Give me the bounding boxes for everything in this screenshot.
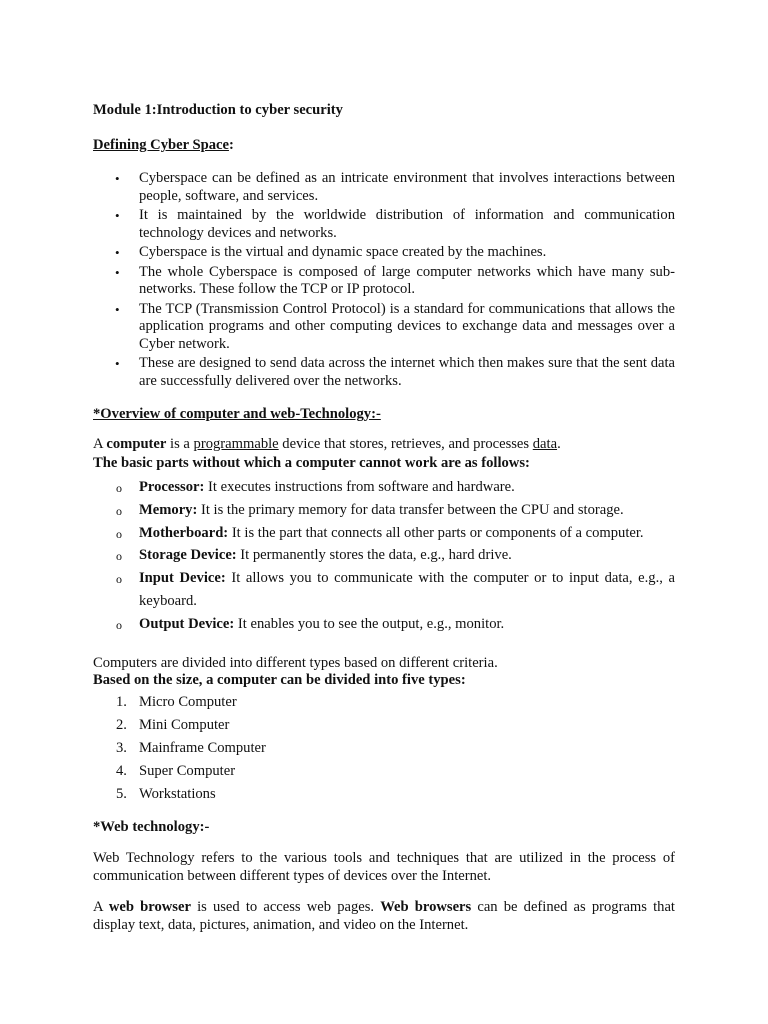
type-label: Super Computer	[139, 763, 236, 779]
list-item	[93, 714, 675, 737]
list-item	[93, 567, 675, 613]
web-browser-paragraph	[93, 898, 675, 934]
list-item: • Cyberspace is the virtual and dynamic space created by the machines.	[93, 244, 675, 262]
type-label: Mini Computer	[139, 717, 230, 733]
list-item	[93, 760, 675, 783]
list-item	[93, 737, 675, 760]
type-label: Micro Computer	[139, 694, 237, 710]
cyber-space-bullet-list	[93, 170, 675, 392]
intro-text: A	[93, 436, 107, 452]
section-heading-web-technology: *Web technology:-	[93, 819, 210, 835]
part-term: Output Device:	[139, 615, 235, 632]
web-technology-paragraph: Web Technology refers to the various tools and techniques that are utilized in the process of communication between different types of devices over the Internet.	[93, 850, 675, 884]
part-term: Motherboard:	[139, 524, 229, 541]
list-item	[93, 783, 675, 806]
part-term: Memory:	[139, 501, 198, 518]
data-link[interactable]: data	[532, 436, 558, 452]
programmable-link[interactable]: programmable	[193, 436, 279, 452]
computer-parts-list	[93, 476, 675, 636]
list-item: • The whole Cyberspace is composed of large computer networks which have many sub-networks. These follow the TCP or IP protocol.	[93, 264, 675, 299]
type-label: Workstations	[139, 786, 216, 802]
computer-intro-paragraph	[93, 435, 675, 453]
web-browsers-term: Web browsers	[380, 899, 472, 915]
section-heading-cyber-space	[93, 136, 675, 154]
list-item	[93, 613, 675, 636]
paragraph-text: is used to access web pages.	[190, 899, 381, 915]
part-term: Processor:	[139, 479, 205, 495]
section-heading-overview: *Overview of computer and web-Technology:-	[93, 406, 381, 422]
part-description: It is the part that connects all other parts or components of a computer.	[228, 524, 644, 541]
type-label: Mainframe Computer	[139, 740, 266, 756]
part-description: It is the primary memory for data transfer between the CPU and storage.	[197, 501, 624, 518]
part-description: It enables you to see the output, e.g., monitor.	[234, 615, 505, 632]
paragraph-text: can be defined as programs that display text, data, pictures, animation, and video on the Internet.	[93, 899, 675, 933]
part-term: Storage Device:	[139, 547, 237, 564]
list-item: • These are designed to send data across the internet which then makes sure that the sent data are successfully delivered over the networks.	[93, 355, 675, 390]
list-item	[93, 476, 675, 499]
web-browser-term: web browser	[108, 899, 191, 915]
cyber-space-heading-text: Defining Cyber Space	[93, 137, 229, 153]
computer-types-list	[93, 691, 675, 806]
list-number: 5.	[116, 786, 127, 802]
list-number: 1.	[116, 694, 127, 710]
intro-text: .	[557, 436, 561, 452]
list-item: • Cyberspace can be defined as an intricate environment that involves interactions between people, software, and services.	[93, 170, 675, 205]
intro-text: is a	[166, 436, 194, 452]
basic-parts-heading: The basic parts without which a computer cannot work are as follows:	[93, 455, 530, 471]
intro-text: device that stores, retrieves, and processes	[278, 436, 533, 452]
paragraph-text: A	[93, 899, 109, 915]
list-number: 3.	[116, 740, 127, 756]
computer-term: computer	[106, 436, 167, 452]
part-description: It executes instructions from software and hardware.	[204, 479, 515, 495]
list-item: • The TCP (Transmission Control Protocol) is a standard for communications that allows the application programs and other computing devices to exchange data and messages over a Cyber network.	[93, 301, 675, 354]
divided-text: Computers are divided into different types based on different criteria.	[93, 655, 498, 671]
cyber-space-heading-colon: :	[228, 137, 234, 153]
list-number: 2.	[116, 717, 127, 733]
list-item	[93, 691, 675, 714]
list-item	[93, 544, 675, 567]
part-description: It permanently stores the data, e.g., hard drive.	[236, 547, 512, 564]
module-title: Module 1:Introduction to cyber security	[93, 102, 343, 118]
list-number: 4.	[116, 763, 127, 779]
list-item	[93, 522, 675, 545]
list-item: • It is maintained by the worldwide distribution of information and communication technology devices and networks.	[93, 207, 675, 242]
size-types-heading: Based on the size, a computer can be divided into five types:	[93, 672, 466, 688]
part-term: Input Device:	[139, 570, 226, 587]
list-item	[93, 499, 675, 522]
part-description: It allows you to communicate with the computer or to input data, e.g., a keyboard.	[139, 570, 675, 609]
